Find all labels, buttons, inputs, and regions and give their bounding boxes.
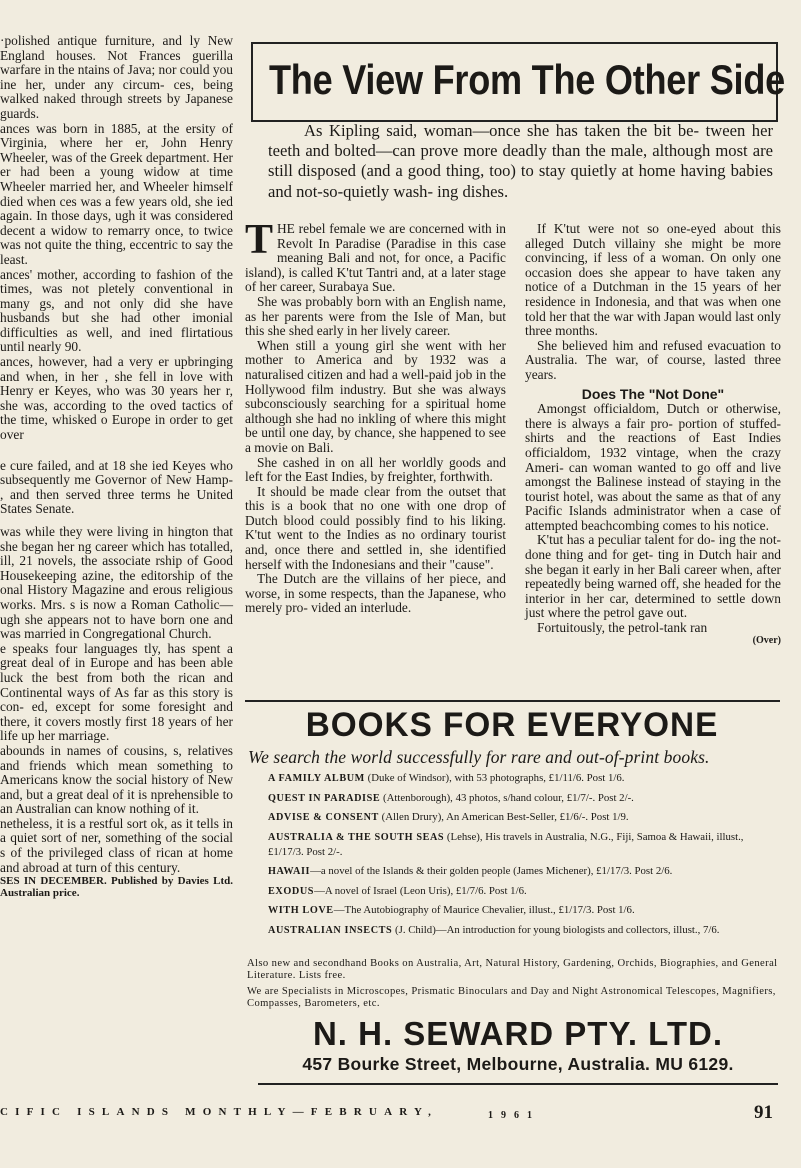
ad-book-detail: —A novel of Israel (Leon Uris), £1/7/6. Post 1/6. [314,884,527,897]
footer-year: 1961 [488,1110,540,1121]
ad-also-note: Also new and secondhand Books on Australia, Art, Natural History, Gardening, Orchids, Biographies, and General Literature. Lists free. [247,958,778,981]
continued-over-label: (Over) [752,634,781,646]
left-paragraph: e speaks four languages tly, has spent a great deal of in Europe and has been able luck the best from both the rican and Continental ways of As far as this story is con- ed, except for some foresight and there, it covers mostly first 18 years of her life up her marriage. [0,640,233,744]
left-column-review [0,34,233,899]
ad-book-title: HAWAII [268,866,311,877]
article-paragraph: She was probably born with an English name, as her parents were from the Isle of Man, but this she shed early in her lively career. [245,293,506,339]
ad-book-item [268,903,778,918]
ad-title: BOOKS FOR EVERYONE [305,706,719,744]
article-paragraph [245,217,506,295]
article-paragraph: She cashed in on all her worldly goods and left for the East Indies, by freighter, forthwith. [245,454,506,485]
left-paragraph: was while they were living in hington that she began her ng career which has totalled, ill, 21 novels, the associate rship of Good Housekeeping azine, the editorship of the onal History Magazine and erous religious works. Mrs. s is now a Roman Catholic— ugh she appears not to have born one and was married in Congregational Church. [0,524,233,642]
ad-book-title: AUSTRALIAN INSECTS [268,924,393,936]
ad-bottom-rule [258,1083,778,1085]
article-subhead: Does The "Not Done" [581,385,725,402]
ad-book-detail: (Duke of Windsor), with 53 photographs, £1/11/6. Post 1/6. [367,772,625,784]
ad-book-title: ADVISE & CONSENT [268,812,379,823]
left-gap [0,443,233,459]
ad-book-title: AUSTRALIA & THE SOUTH SEAS [268,831,445,843]
page-number: 91 [754,1102,773,1123]
ad-book-detail: (Lehse), His travels in Australia, N.G., Fiji, Samoa & Hawaii, illust., £1/17/3. Post 2/-. [268,830,744,858]
article-column-b [525,222,781,648]
article-paragraph: She believed him and refused evacuation to Australia. The war, of course, lasted three years. [525,337,781,382]
ad-book-detail: (Attenborough), 43 photos, s/hand colour, £1/7/-. Post 2/-. [383,791,634,804]
article-paragraph: K'tut has a peculiar talent for do- ing the not-done thing and for get- ting in Dutch hair and she began it early in her Bali career when, after repeatedly being warned off, she headed for the interior in her car, determined to settle down just where the petrol gave out. [525,532,781,621]
left-paragraph: abounds in names of cousins, s, relatives and friends which mean something to Americans know the social history of New and, but a great deal of it is nprehensible to an Australian can know nothing of it. [0,742,233,817]
left-paragraph: ances was born in 1885, at the ersity of Virginia, where her er, John Henry Wheeler, was of the Greek department. Her er had been a young widow at time Wheeler married her, and Wheeler himself died when ces was a few years old, she ied again. In those days, ugh it was considered decent a widow to remarry once, to twice was not quite the thing, eccentric to say the least. [0,120,233,267]
ad-address: 457 Bourke Street, Melbourne, Australia. MU 6129. [302,1054,734,1074]
ad-company-name: N. H. SEWARD PTY. LTD. [312,1015,724,1052]
left-paragraph: ·polished antique furniture, and ly New England houses. Not Frances guerilla warfare in the ntains of Java; nor could you ine her, under any circum- ces, being walked naked through streets by Japanese guards. [0,33,233,121]
ad-book-item [268,810,778,825]
ad-book-item [268,864,778,879]
article-paragraph: It should be made clear from the outset that this is a book that no one with one drop of Dutch blood could possibly find to his liking. K'tut went to the Indies as no ordinary tourist and, once there and settled in, she identified herself with the Indonesians and their "cause". [245,483,506,572]
ad-book-detail: (Allen Drury), An American Best-Seller, £1/6/-. Post 1/9. [381,811,629,823]
ad-book-title: A FAMILY ALBUM [268,773,365,784]
drop-cap: T [245,217,274,263]
ad-book-detail: (J. Child)—An introduction for young biologists and collectors, illust., 7/6. [395,923,720,936]
ad-book-title: EXODUS [268,885,315,897]
ad-book-item [268,884,778,899]
left-paragraph: ances, however, had a very er upbringing and when, in her , she fell in love with Henry er Keyes, who was 30 years her r, she was, according to the oved tactics of the time, whisked o Europe in order to get over [0,354,233,443]
left-paragraph: ances' mother, according to fashion of the times, was not pletely conventional in many gs, and not only did she have husbands but she had other imonial difficulties as well, and ined flirtatious until nearly 90. [0,266,233,355]
article-paragraph: When still a young girl she went with her mother to America and by 1932 was a naturalised citizen and had a well-paid job in the Hollywood film industry. But she was always subconsciously searching for a spiritual home although she had no inkling of where this might be until one day, by chance, she happened to see a movie on Bali. [245,337,506,455]
article-paragraph: Fortuitously, the petrol-tank ran [537,620,708,636]
section-divider [245,700,780,702]
ad-book-item [268,923,778,938]
ad-book-item [268,771,778,786]
left-publisher-note: SES IN DECEMBER. Published by Davies Ltd. Australian price. [0,875,233,900]
ad-book-title: WITH LOVE [268,905,334,916]
article-paragraph-text: HE rebel female we are concerned with in Revolt In Paradise (Paradise in this case meaning Bali and not, for once, a Pacific island), is called K'tut Tantri and, at a later stage of her career, Surabaya Sue. [245,221,506,295]
article-paragraph: The Dutch are the villains of her piece, and worse, in some respects, than the Japanese, who merely pro- vided an interlude. [245,571,506,616]
article-title-box [251,42,785,122]
article-column-a [245,217,506,616]
ad-tagline: We search the world successfully for rare and out-of-print books. [248,747,710,767]
ad-book-list [268,771,778,942]
ad-specialists-note: We are Specialists in Microscopes, Prismatic Binoculars and Day and Night Astronomical Telescopes, Magnifiers, Compasses, Barometers, etc. [247,986,776,1009]
article-paragraph: Amongst officialdom, Dutch or otherwise, there is always a fair pro- portion of stuffed-shirts and the reactions of East Indies officialdom, 1932 vintage, when the crazy Ameri- can woman wanted to go off and live amongst the Balinese instead of staying in the tourist hotel, was about the same as that of any Pacific Islands administrator when a case of attempted beachcombing comes to his notice. [525,401,781,533]
left-paragraph: e cure failed, and at 18 she ied Keyes who subsequently me Governor of New Hamp- , and then served three terms he United States Senate. [0,457,233,517]
ad-book-item [268,830,778,860]
ad-book-item [268,791,778,806]
left-paragraph: netheless, it is a restful sort ok, as it tells in a quiet sort of ner, something of the social s of the privileged class of rican at home and abroad at turn of this century. [0,815,233,875]
article-title: The View From The Other Side [269,56,785,103]
article-paragraph: If K'tut were not so one-eyed about this alleged Dutch villainy she might be more convincing, if less of a woman. On only one occasion does she appear to have taken any notice of a Dutchman in the 15 years of her residence in Indonesia, and that was when one told her that the war with Japan would last only three months. [525,221,781,339]
ad-book-detail: —a novel of the Islands & their golden people (James Michener), £1/17/3. Post 2/6. [310,865,673,877]
article-standfirst: As Kipling said, woman—once she has taken the bit be- tween her teeth and bolted—can prove more deadly than the male, although most are still disposed (and a good thing, too) to stay quietly at home having babies and not-so-quietly wash- ing dishes. [268,121,773,201]
running-footer: CIFIC ISLANDS MONTHLY—FEBRUARY, [0,1106,439,1118]
ad-book-detail: —The Autobiography of Maurice Chevalier, illust., £1/17/3. Post 1/6. [333,904,635,916]
ad-book-title: QUEST IN PARADISE [268,792,381,804]
